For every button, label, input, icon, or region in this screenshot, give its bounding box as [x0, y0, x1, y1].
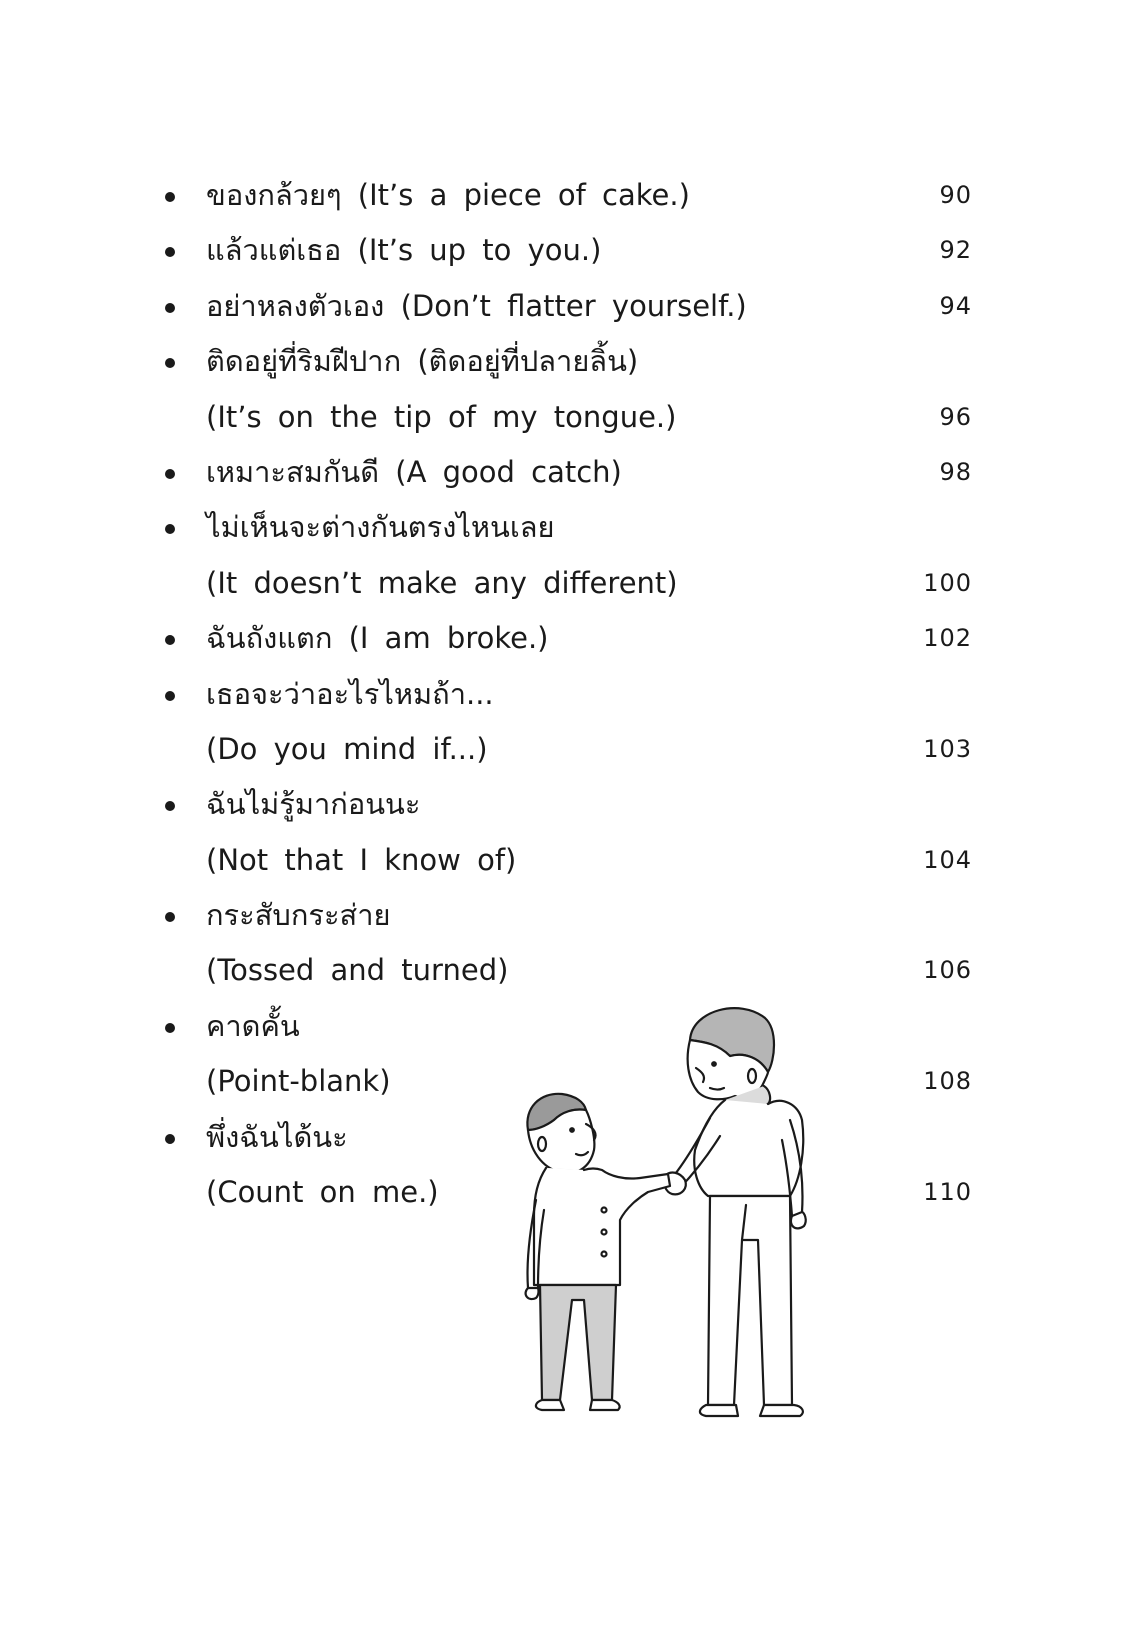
toc-row — [0, 500, 1140, 555]
toc-page-number: 100 — [923, 568, 972, 597]
toc-entry-text: (Point-blank) — [206, 1064, 391, 1099]
toc-page-number: 98 — [939, 457, 972, 486]
toc-page-number: 94 — [939, 291, 972, 320]
toc-entry-text: อย่าหลงตัวเอง (Don’t flatter yourself.) — [206, 288, 747, 323]
bullet-icon — [165, 192, 175, 202]
toc-entry-text: (Count on me.) — [206, 1175, 439, 1210]
toc-row — [0, 279, 1140, 334]
toc-row — [0, 611, 1140, 666]
toc-entry-text: (It doesn’t make any different) — [206, 565, 678, 600]
toc-row — [0, 943, 1140, 998]
toc-row — [0, 445, 1140, 500]
toc-entry-text: กระสับกระส่าย — [206, 898, 391, 933]
bullet-icon — [165, 358, 175, 368]
toc-page-number: 104 — [923, 845, 972, 874]
toc-row — [0, 556, 1140, 611]
toc-entry-text: ฉันไม่รู้มาก่อนนะ — [206, 787, 421, 822]
toc-page-number: 106 — [923, 956, 972, 985]
toc-entry-text: (It’s on the tip of my tongue.) — [206, 399, 677, 434]
toc-page-number: 110 — [923, 1178, 972, 1207]
toc-row — [0, 390, 1140, 445]
toc-row — [0, 223, 1140, 278]
toc-page-number: 108 — [923, 1067, 972, 1096]
toc-page-number: 103 — [923, 734, 972, 763]
toc-entry-text: ของกล้วยๆ (It’s a piece of cake.) — [206, 178, 690, 212]
toc-entry-text: พึ่งฉันได้นะ — [206, 1119, 348, 1154]
bullet-icon — [165, 524, 175, 534]
bullet-icon — [165, 469, 175, 479]
toc-entry-text: ไม่เห็นจะต่างกันตรงไหนเลย — [206, 510, 555, 545]
bullet-icon — [165, 1023, 175, 1033]
man-figure — [672, 1008, 806, 1416]
toc-row — [0, 777, 1140, 832]
toc-entry-text: คาดคั้น — [206, 1008, 300, 1043]
toc-entry-text: ติดอยู่ที่ริมฝีปาก (ติดอยู่ที่ปลายลิ้น) — [206, 344, 639, 379]
bullet-icon — [165, 912, 175, 922]
toc-row — [0, 334, 1140, 389]
toc-page-number: 102 — [923, 624, 972, 653]
boy-figure — [526, 1094, 670, 1410]
toc-page-number: 90 — [939, 181, 972, 209]
bullet-icon — [165, 303, 175, 313]
toc-row — [0, 888, 1140, 943]
toc-row — [0, 667, 1140, 722]
toc-row — [0, 833, 1140, 888]
toc-entry-text: (Do you mind if...) — [206, 731, 488, 766]
toc-entry-text: (Tossed and turned) — [206, 953, 509, 988]
toc-entry-text: เธอจะว่าอะไรไหมถ้า... — [206, 676, 494, 711]
bullet-icon — [165, 691, 175, 701]
toc-page-number: 96 — [939, 402, 972, 431]
bullet-icon — [165, 247, 175, 257]
toc-entry-text: ฉันถังแตก (I am broke.) — [206, 621, 549, 656]
toc-entry-text: เหมาะสมกันดี (A good catch) — [206, 454, 622, 489]
toc-row — [0, 722, 1140, 777]
bullet-icon — [165, 1134, 175, 1144]
toc-entry-text: (Not that I know of) — [206, 842, 517, 877]
bullet-icon — [165, 635, 175, 645]
handshake-illustration — [520, 1000, 850, 1450]
bullet-icon — [165, 801, 175, 811]
toc-row — [0, 168, 1140, 223]
toc-entry-text: แล้วแต่เธอ (It’s up to you.) — [206, 233, 602, 268]
toc-page-number: 92 — [939, 236, 972, 265]
